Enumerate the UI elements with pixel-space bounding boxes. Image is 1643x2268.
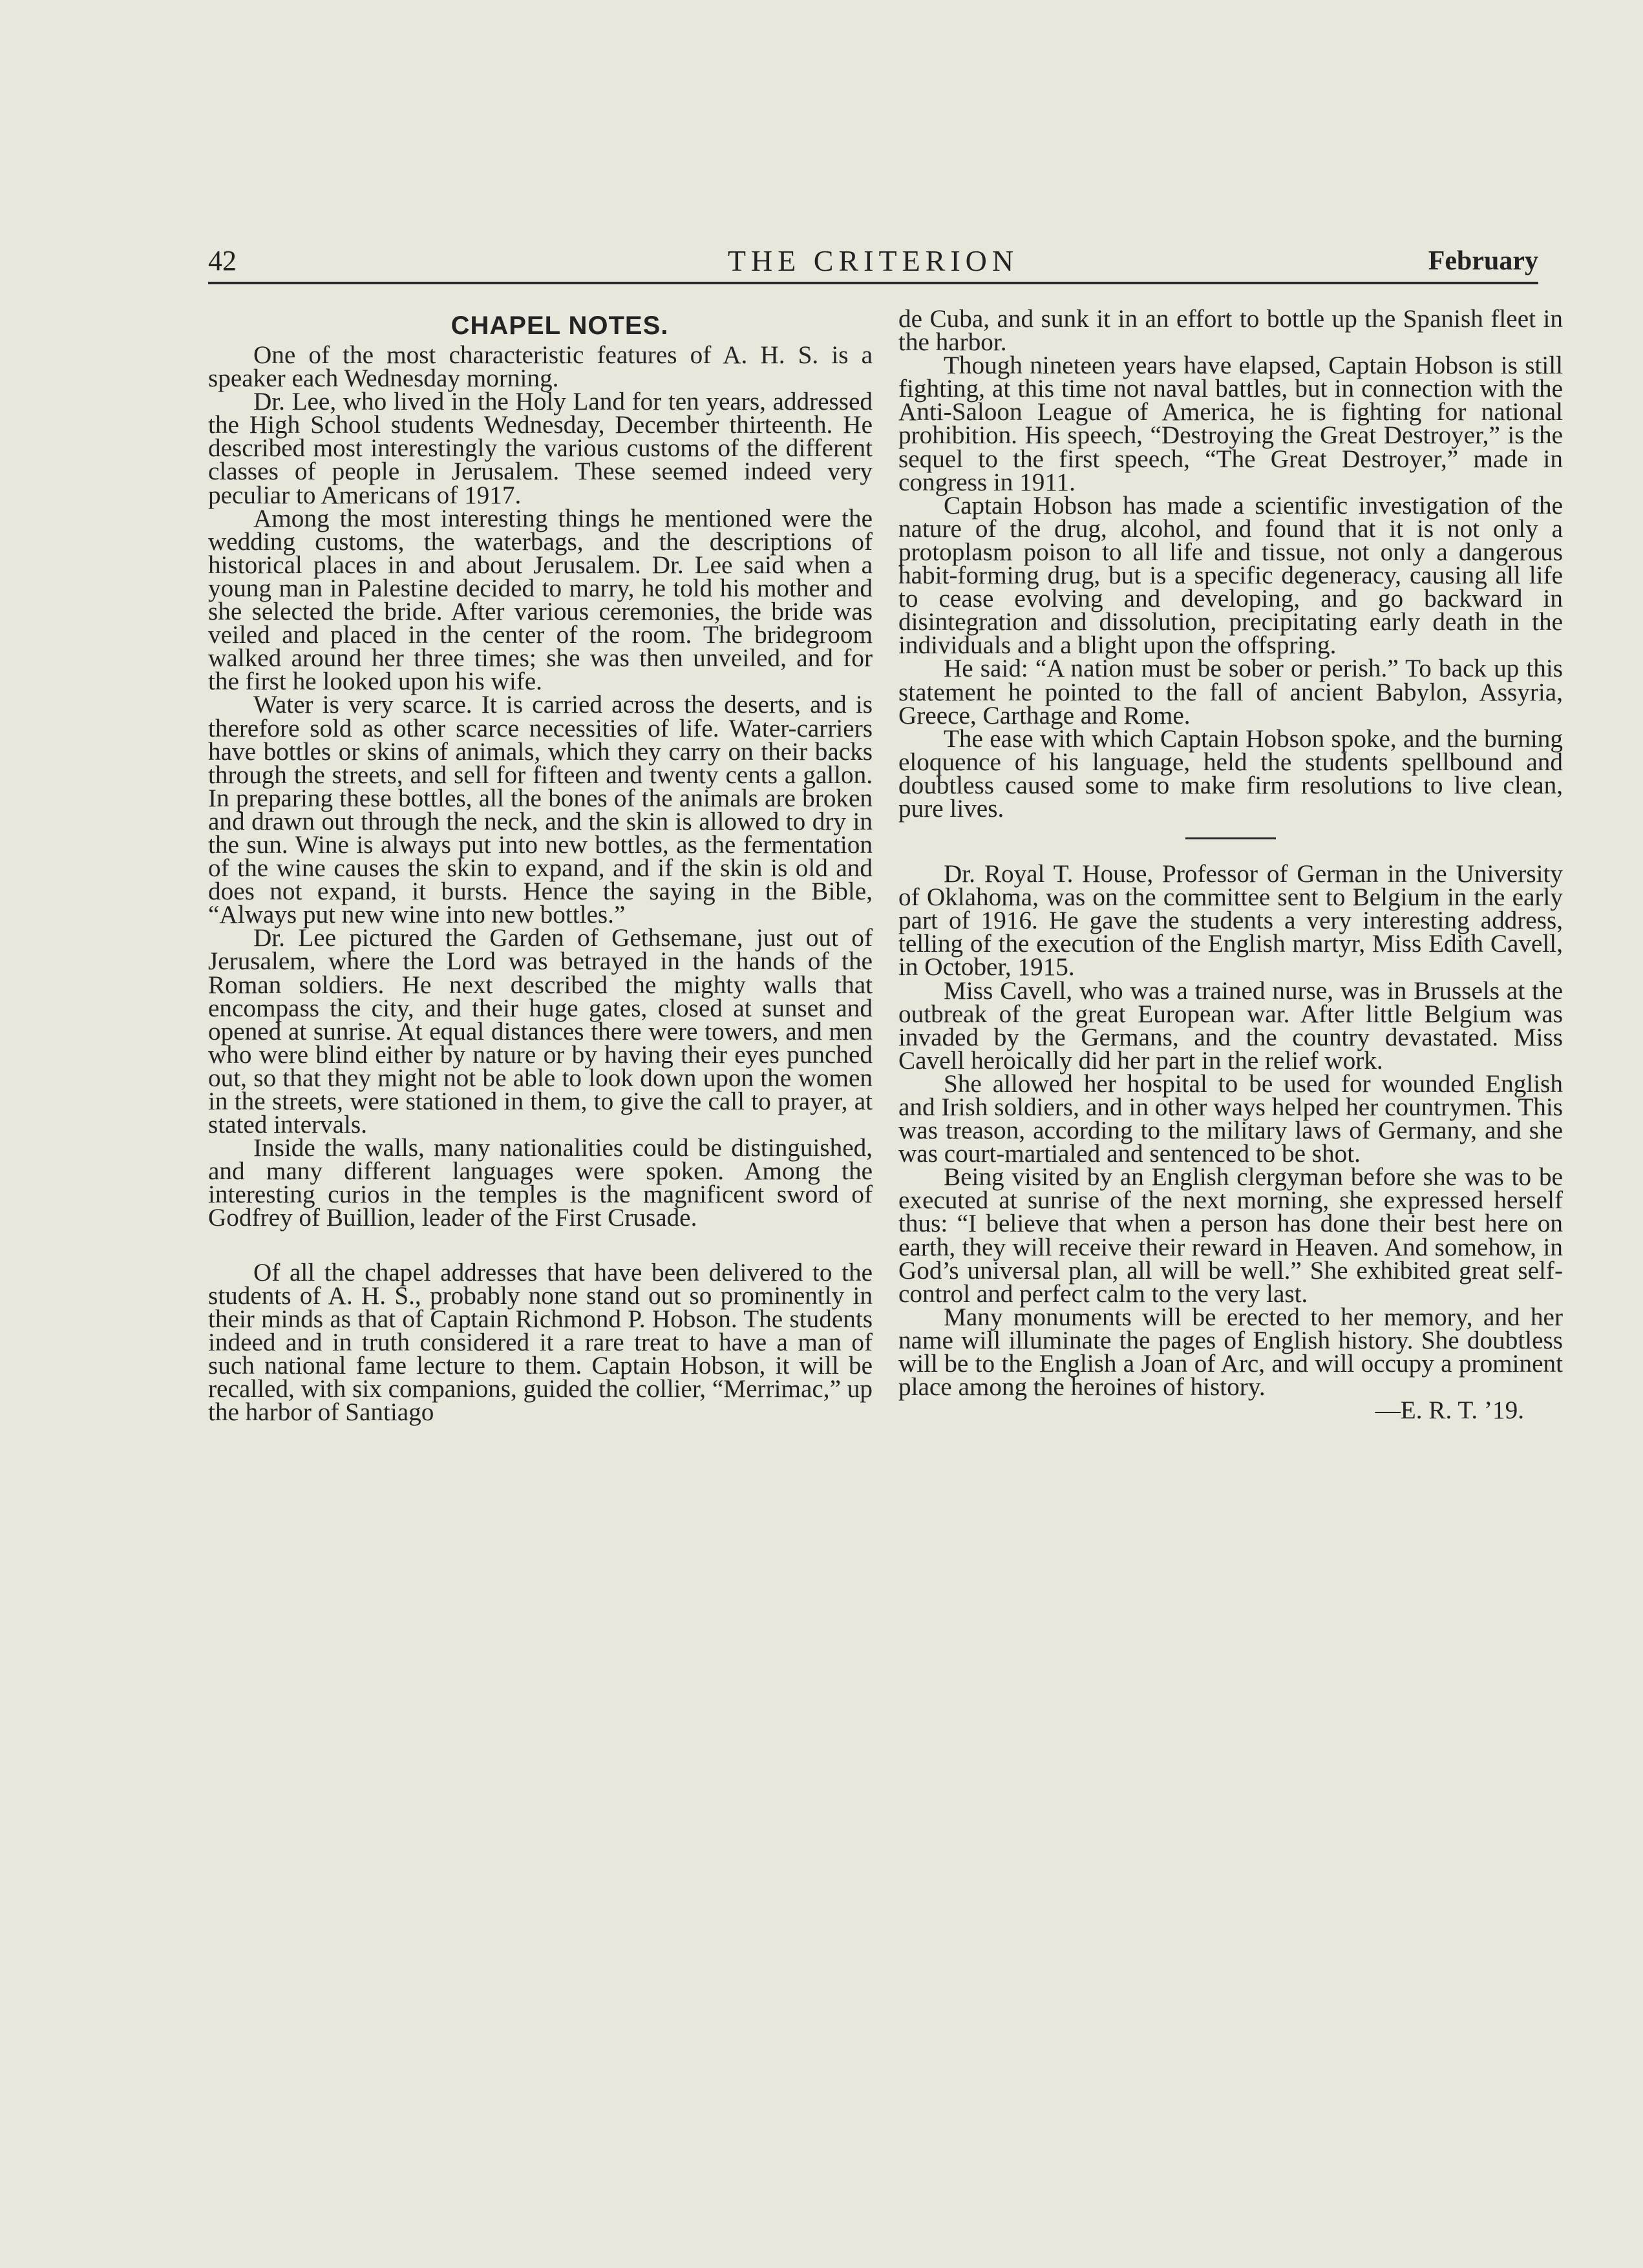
left-column [208, 308, 873, 1427]
paragraph: Inside the walls, many nationalities could be distinguished, and many different languages were spoken. Among the interesting curios in the temples is the magnificent sword of Godfrey of Buillion, leader of the First Crusade. [208, 1134, 873, 1232]
section-divider [1185, 837, 1276, 839]
paragraph: de Cuba, and sunk it in an effort to bottle up the Spanish fleet in the harbor. [898, 305, 1563, 357]
author-signature: —E. R. T. ’19. [1375, 1396, 1524, 1425]
paragraph: Dr. Lee, who lived in the Holy Land for ten years, addressed the High School students Wednesday, December thirteenth. He described most interestingly the various customs of the different classes of people in Jerusalem. These seemed indeed very peculiar to Americans of 1917. [208, 388, 873, 509]
paragraph: Captain Hobson has made a scientific investigation of the nature of the drug, alcohol, and found that it is not only a protoplasm poison to all life and tissue, not only a dangerous habit-forming drug, but is a specific degeneracy, causing all life to cease evolving and developing, and go backward in disintegration and dissolution, precipitating early death in the individuals and a blight upon the offspring. [898, 491, 1563, 660]
issue-month: February [1428, 246, 1538, 276]
paragraph: She allowed her hospital to be used for wounded English and Irish soldiers, and in other ways helped her countrymen. This was treason, according to the military laws of Germany, and she was court-martialed and sentenced to be shot. [898, 1069, 1563, 1168]
page-number: 42 [208, 245, 237, 277]
paragraph: Miss Cavell, who was a trained nurse, was in Brussels at the outbreak of the great European war. After little Belgium was invaded by the Germans, and the country devastated. Miss Cavell heroically did her part in the relief work. [898, 976, 1563, 1075]
paragraph: Many monuments will be erected to her memory, and her name will illuminate the pages of English history. She doubtless will be to the English a Joan of Arc, and will occupy a prominent place among the heroines of history. [898, 1303, 1563, 1402]
paragraph: He said: “A nation must be sober or perish.” To back up this statement he pointed to the fall of ancient Babylon, Assyria, Greece, Carthage and Rome. [898, 655, 1563, 730]
section-title: CHAPEL NOTES. [450, 311, 669, 340]
running-head [208, 240, 1538, 282]
header-rule [208, 282, 1538, 284]
paragraph: Dr. Lee pictured the Garden of Gethsemane, just out of Jerusalem, where the Lord was betrayed in the hands of the Roman soldiers. He next described the mighty walls that encompass the city, and their huge gates, closed at sunset and opened at sunrise. At equal distances there were towers, and men who were blind either by nature or by having their eyes punched out, so that they might not be able to look down upon the women in the streets, were stationed in them, to give the call to prayer, at stated intervals. [208, 924, 873, 1139]
paragraph: Though nineteen years have elapsed, Captain Hobson is still fighting, at this time not naval battles, but in connection with the Anti-Saloon League of America, he is fighting for national prohibition. His speech, “Destroying the Great Destroyer,” is the sequel to the first speech, “The Great Destroyer,” made in congress in 1911. [898, 352, 1563, 496]
paragraph: Among the most interesting things he mentioned were the wedding customs, the waterbags, and the descriptions of historical places in and about Jerusalem. Dr. Lee said when a young man in Palestine decided to marry, he told his mother and she selected the bride. After various ceremonies, the bride was veiled and placed in the center of the room. The bridegroom walked around her three times; she was then unveiled, and for the first he looked upon his wife. [208, 504, 873, 696]
paragraph: Of all the chapel addresses that have been delivered to the students of A. H. S., probably none stand out so prominently in their minds as that of Captain Richmond P. Hobson. The students indeed and in truth considered it a rare treat to have a man of such national fame lecture to them. Captain Hobson, it will be recalled, with six companions, guided the collier, “Merrimac,” up the harbor of Santiago [208, 1258, 873, 1427]
paragraph: The ease with which Captain Hobson spoke, and the burning eloquence of his language, held the students spellbound and doubtless caused some to make firm resolutions to live clean, pure lives. [898, 724, 1563, 823]
paragraph: Water is very scarce. It is carried across the deserts, and is therefore sold as other scarce necessities of life. Water-carriers have bottles or skins of animals, which they carry on their backs through the streets, and sell for fifteen and twenty cents a gallon. In preparing these bottles, all the bones of the animals are broken and drawn out through the neck, and the skin is allowed to dry in the sun. Wine is always put into new bottles, as the fermentation of the wine causes the skin to expand, and if the skin is old and does not expand, it bursts. Hence the saying in the Bible, “Always put new wine into new bottles.” [208, 691, 873, 929]
paragraph: One of the most characteristic features of A. H. S. is a speaker each Wednesday morning. [208, 341, 873, 393]
paragraph: Being visited by an English clergyman before she was to be executed at sunrise of the next morning, she expressed herself thus: “I believe that when a person has done their best here on earth, they will receive their reward in Heaven. And somehow, in God’s universal plan, all will be well.” She exhibited great self-control and perfect calm to the very last. [898, 1163, 1563, 1308]
right-column [898, 305, 1563, 1425]
paragraph: Dr. Royal T. House, Professor of German in the University of Oklahoma, was on the committee sent to Belgium in the early part of 1916. He gave the students a very interesting address, telling of the execution of the English martyr, Miss Edith Cavell, in October, 1915. [898, 860, 1563, 982]
journal-title: THE CRITERION [727, 244, 1019, 277]
